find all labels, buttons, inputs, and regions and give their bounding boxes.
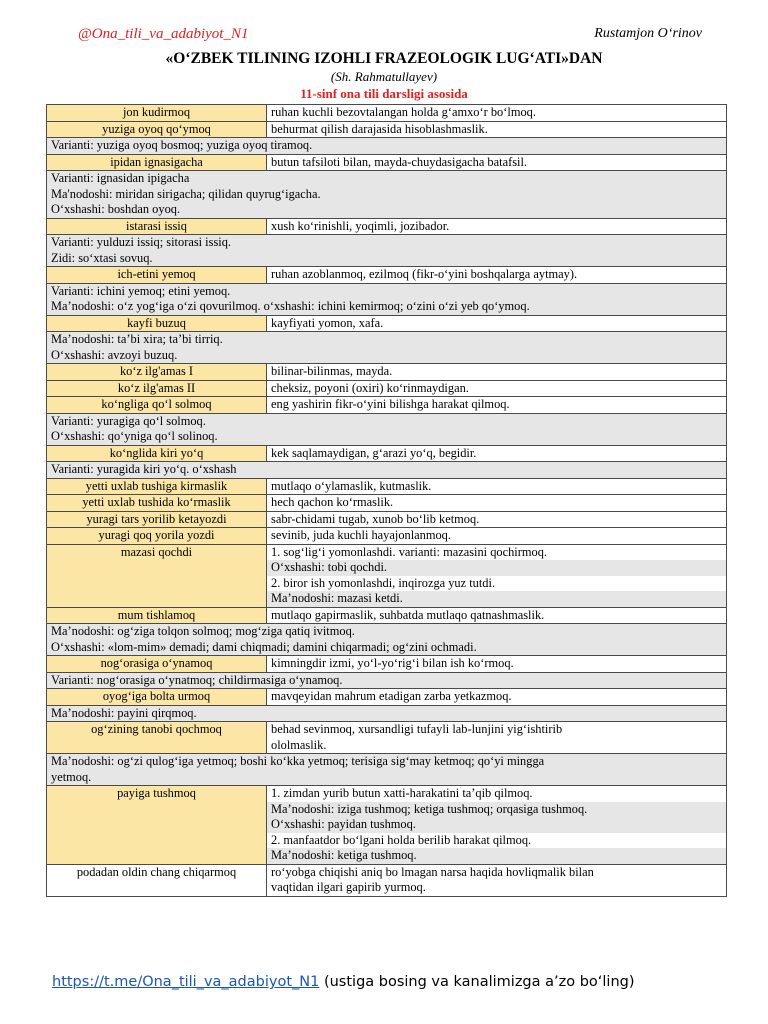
entry-row xyxy=(47,105,727,122)
phrase-cell: ko‘z ilg'amas II xyxy=(47,380,267,397)
document-title: «O‘ZBEK TILINING IZOHLI FRAZEOLOGIK LUG‘ATI»DAN xyxy=(165,50,603,67)
meaning-cell xyxy=(267,689,727,706)
phrase-cell: nog‘orasiga o‘ynamoq xyxy=(47,656,267,673)
meaning-cell xyxy=(267,478,727,495)
meaning-line: mutlaqo gapirmaslik, suhbatda mutlaqo qatnashmaslik. xyxy=(271,607,545,622)
note-cell xyxy=(47,235,727,267)
note-line: Varianti: yulduzi issiq; sitorasi issiq. xyxy=(51,235,232,249)
meaning-cell xyxy=(267,397,727,414)
note-row xyxy=(47,705,727,722)
phrase-cell: yuragi tars yorilib ketayozdi xyxy=(47,511,267,528)
meaning-cell xyxy=(267,511,727,528)
note-row xyxy=(47,754,727,786)
note-row xyxy=(47,138,727,155)
phrase-cell: kayfi buzuq xyxy=(47,315,267,332)
meaning-line: kek saqlamaydigan, g‘arazi yo‘q, begidir. xyxy=(271,445,477,460)
meaning-line: ruhan kuchli bezovtalangan holda g‘amxo‘r bo‘lmoq. xyxy=(271,105,536,119)
note-cell xyxy=(47,705,727,722)
phrase-cell: payiga tushmoq xyxy=(47,786,267,865)
phrase-cell: yuziga oyoq qo‘ymoq xyxy=(47,121,267,138)
grade-note: 11-sinf ona tili darsligi asosida xyxy=(300,86,468,101)
meaning-line: O‘xshashi: payidan tushmoq. xyxy=(267,817,726,833)
note-line: Varianti: yuragida kiri yo‘q. o‘xshash xyxy=(51,462,237,476)
phrase-cell: ko‘nglida kiri yo‘q xyxy=(47,445,267,462)
entry-row xyxy=(47,864,727,896)
note-line: Varianti: ichini yemoq; etini yemoq. xyxy=(51,283,231,298)
meaning-line: Ma’nodoshi: ketiga tushmoq. xyxy=(267,848,726,864)
phrase-cell: jon kudirmoq xyxy=(47,105,267,122)
phrase-cell: podadan oldin chang chiqarmoq xyxy=(47,864,267,896)
note-cell xyxy=(47,413,727,445)
note-line: O‘xshashi: boshdan oyoq. xyxy=(51,202,181,216)
entry-row xyxy=(47,656,727,673)
entry-row xyxy=(47,511,727,528)
note-row xyxy=(47,332,727,364)
entry-row xyxy=(47,478,727,495)
meaning-line: bilinar-bilinmas, mayda. xyxy=(271,364,393,378)
meaning-line: 1. zimdan yurib butun xatti-harakatini ta’qib qilmoq. xyxy=(271,786,533,800)
entry-row xyxy=(47,495,727,512)
meaning-line: 2. biror ish yomonlashdi, inqirozga yuz tutdi. xyxy=(271,575,496,590)
note-line: yetmoq. xyxy=(51,769,92,784)
meaning-line: ololmaslik. xyxy=(271,737,327,752)
note-line: Ma’nodoshi: payini qirqmoq. xyxy=(51,705,197,720)
meaning-cell xyxy=(267,495,727,512)
meaning-cell xyxy=(267,218,727,235)
note-line: Ma’nodoshi: o‘z yog‘iga o‘zi qovurilmoq. o‘xshashi: ichini kemirmoq; o‘zini o‘zi yeb qo‘ymoq. xyxy=(51,299,530,313)
meaning-line: kimningdir izmi, yo‘l-yo‘rig‘i bilan ish ko‘rmoq. xyxy=(271,656,514,670)
meaning-line: mutlaqo o‘ylamaslik, kutmaslik. xyxy=(271,478,432,493)
meaning-cell xyxy=(267,364,727,381)
meaning-line: Ma’nodoshi: iziga tushmoq; ketiga tushmoq; orqasiga tushmoq. xyxy=(267,802,726,818)
meaning-line: behad sevinmoq, xursandligi tufayli lab-lunjini yig‘ishtirib xyxy=(271,722,563,736)
meaning-cell xyxy=(267,154,727,171)
note-line: Ma’nodoshi: og‘zi qulog‘iga yetmoq; boshi ko‘kka yetmoq; terisiga sig‘may ketmoq; qo‘yi mingga xyxy=(51,754,545,768)
note-row xyxy=(47,171,727,219)
document-subtitle: (Sh. Rahmatullayev) xyxy=(330,69,438,84)
entry-row xyxy=(47,121,727,138)
note-line: O‘xshashi: «lom-mim» demadi; dami chiqmadi; damini chiqarmadi; og‘zini ochmadi. xyxy=(51,639,477,654)
phrase-cell: ko‘ngliga qo‘l solmoq xyxy=(47,397,267,414)
entry-row xyxy=(47,315,727,332)
note-line: Ma'nodoshi: miridan sirigacha; qilidan quyrug‘igacha. xyxy=(51,186,321,201)
note-cell xyxy=(47,462,727,479)
entry-row xyxy=(47,397,727,414)
phrase-cell: yuragi qoq yorila yozdi xyxy=(47,528,267,545)
note-row xyxy=(47,672,727,689)
note-line: O‘xshashi: qo‘yniga qo‘l solinoq. xyxy=(51,429,218,443)
note-row xyxy=(47,624,727,656)
meaning-cell xyxy=(267,528,727,545)
meaning-line: O‘xshashi: tobi qochdi. xyxy=(267,560,726,576)
meaning-line: sabr-chidami tugab, xunob bo‘lib ketmoq. xyxy=(271,511,480,526)
channel-handle[interactable]: @Ona_tili_va_adabiyot_N1 xyxy=(78,26,249,42)
meaning-line: xush ko‘rinishli, yoqimli, jozibador. xyxy=(271,218,450,233)
meaning-cell xyxy=(267,544,727,607)
meaning-cell xyxy=(267,315,727,332)
note-line: Varianti: ignasidan ipigacha xyxy=(51,171,190,185)
phrase-cell: mum tishlamoq xyxy=(47,607,267,624)
note-line: Zidi: so‘xtasi sovuq. xyxy=(51,250,153,265)
phrase-cell: yetti uxlab tushida ko‘rmaslik xyxy=(47,495,267,512)
note-row xyxy=(47,462,727,479)
entry-row xyxy=(47,364,727,381)
phrase-cell: oyog‘iga bolta urmoq xyxy=(47,689,267,706)
meaning-line: ruhan azoblanmoq, ezilmoq (fikr-o‘yini boshqalarga aytmay). xyxy=(271,267,578,281)
note-row xyxy=(47,235,727,267)
meaning-line: 1. sog‘lig‘i yomonlashdi. varianti: mazasini qochirmoq. xyxy=(271,544,547,559)
note-row xyxy=(47,283,727,315)
meaning-cell xyxy=(267,380,727,397)
footer-text: (ustiga bosing va kanalimizga a’zo bo‘ling) xyxy=(319,974,635,990)
meaning-line: butun tafsiloti bilan, mayda-chuydasigacha batafsil. xyxy=(271,154,527,169)
meaning-cell xyxy=(267,445,727,462)
phrase-cell: ko‘z ilg'amas I xyxy=(47,364,267,381)
note-line: Ma’nodoshi: ta’bi xira; ta’bi tirriq. xyxy=(51,332,223,346)
note-cell xyxy=(47,332,727,364)
meaning-cell xyxy=(267,864,727,896)
note-cell xyxy=(47,283,727,315)
note-row xyxy=(47,413,727,445)
note-cell xyxy=(47,754,727,786)
phrase-cell: istarasi issiq xyxy=(47,218,267,235)
phraseology-table xyxy=(46,104,727,897)
meaning-line: ro‘yobga chiqishi aniq bo lmagan narsa haqida hovliqmalik bilan xyxy=(271,864,594,879)
note-cell xyxy=(47,171,727,219)
meaning-line: vaqtidan ilgari gapirib yurmoq. xyxy=(271,880,426,894)
meaning-line: cheksiz, poyoni (oxiri) ko‘rinmaydigan. xyxy=(271,380,469,395)
meaning-cell xyxy=(267,656,727,673)
meaning-line: Ma’nodoshi: mazasi ketdi. xyxy=(267,591,726,607)
entry-row xyxy=(47,689,727,706)
entry-row xyxy=(47,722,727,754)
entry-row xyxy=(47,380,727,397)
phrase-cell: yetti uxlab tushiga kirmaslik xyxy=(47,478,267,495)
entry-row xyxy=(47,544,727,607)
meaning-line: sevinib, juda kuchli hayajonlanmoq. xyxy=(271,528,451,542)
meaning-cell xyxy=(267,267,727,284)
meaning-line: mavqeyidan mahrum etadigan zarba yetkazmoq. xyxy=(271,689,512,703)
phrase-cell: mazasi qochdi xyxy=(47,544,267,607)
meaning-line: eng yashirin fikr-o‘yini bilishga harakat qilmoq. xyxy=(271,397,510,411)
entry-row xyxy=(47,267,727,284)
meaning-line: 2. manfaatdor bo‘lgani holda berilib harakat qilmoq. xyxy=(271,832,532,847)
meaning-line: kayfiyati yomon, xafa. xyxy=(271,315,384,330)
meaning-cell xyxy=(267,105,727,122)
note-line: Ma’nodoshi: og‘ziga tolqon solmoq; mog‘ziga qatiq ivitmoq. xyxy=(51,624,355,638)
entry-row xyxy=(47,528,727,545)
meaning-line: behurmat qilish darajasida hisoblashmaslik. xyxy=(271,121,488,136)
author-name: Rustamjon O‘rinov xyxy=(594,26,702,41)
phrase-cell: ipidan ignasigacha xyxy=(47,154,267,171)
entry-row xyxy=(47,786,727,865)
meaning-cell xyxy=(267,121,727,138)
meaning-line: hech qachon ko‘rmaslik. xyxy=(271,495,394,509)
note-line: Varianti: nog‘orasiga o‘ynatmoq; childirmasiga o‘ynamoq. xyxy=(51,672,343,687)
note-cell xyxy=(47,624,727,656)
entry-row xyxy=(47,607,727,624)
meaning-cell xyxy=(267,722,727,754)
phrase-cell: ich-etini yemoq xyxy=(47,267,267,284)
note-line: Varianti: yuragiga qo‘l solmoq. xyxy=(51,413,206,428)
note-line: O‘xshashi: avzoyi buzuq. xyxy=(51,347,178,362)
entry-row xyxy=(47,154,727,171)
note-line: Varianti: yuziga oyoq bosmoq; yuziga oyoq tiramoq. xyxy=(51,138,313,152)
channel-link[interactable]: https://t.me/Ona_tili_va_adabiyot_N1 xyxy=(52,974,320,990)
note-cell xyxy=(47,138,727,155)
entry-row xyxy=(47,218,727,235)
meaning-cell xyxy=(267,786,727,865)
meaning-cell xyxy=(267,607,727,624)
footer xyxy=(52,974,635,990)
phrase-cell: og‘zining tanobi qochmoq xyxy=(47,722,267,754)
note-cell xyxy=(47,672,727,689)
entry-row xyxy=(47,445,727,462)
